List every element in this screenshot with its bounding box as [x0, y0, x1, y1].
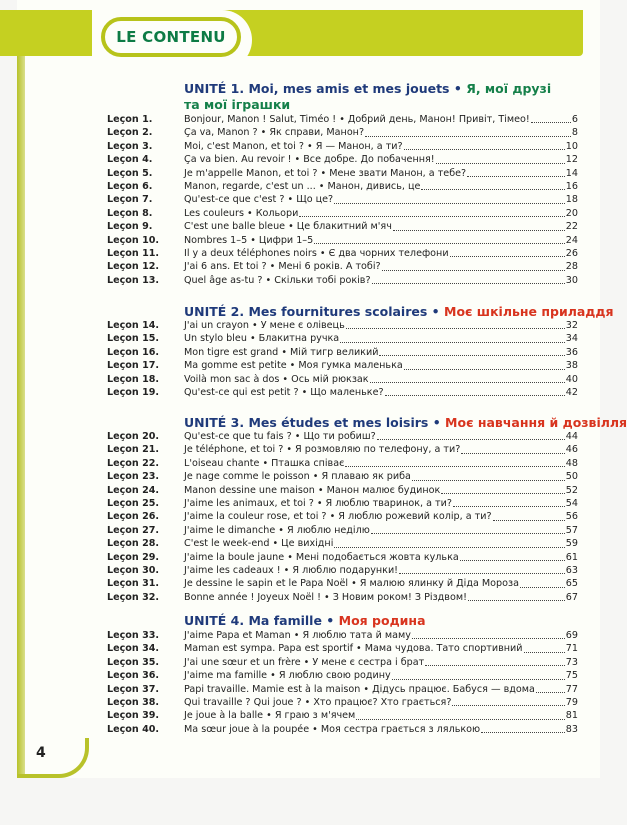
lesson-row [0, 642, 583, 655]
lesson-title: Maman est sympa. Papa est sportif • Мама чудова. Тато спортивний [184, 643, 523, 655]
lesson-label: Leçon 26. [107, 511, 160, 523]
lesson-row [0, 430, 583, 443]
lesson-label: Leçon 35. [107, 656, 160, 668]
lesson-title: J'aime la couleur rose, et toi ? • Я люблю рожевий колір, а ти? [184, 511, 492, 523]
lesson-title: Quel âge as-tu ? • Скільки тобі років? [184, 274, 371, 286]
lesson-label: Leçon 32. [107, 591, 160, 603]
lesson-entry [184, 430, 578, 443]
lesson-label: Leçon 3. [107, 140, 153, 152]
lesson-page-number: 52 [565, 484, 578, 496]
lesson-row [0, 126, 583, 139]
lesson-page-number: 30 [565, 274, 578, 286]
unit-title-fr: UNITÉ 3. Mes études et mes loisirs [184, 415, 429, 430]
lesson-page-number: 54 [565, 497, 578, 509]
lesson-entry [184, 577, 578, 590]
lesson-row [0, 497, 583, 510]
lesson-label: Leçon 1. [107, 114, 153, 125]
lesson-label: Leçon 2. [107, 127, 153, 139]
dot-leader [468, 591, 565, 601]
dot-leader [450, 247, 565, 257]
lesson-entry [184, 656, 578, 669]
dot-leader [377, 430, 565, 440]
dot-leader [412, 471, 565, 481]
lesson-page-number: 69 [565, 630, 578, 641]
dot-leader [334, 194, 565, 204]
lesson-entry [184, 696, 578, 709]
dot-leader [421, 180, 564, 190]
unit-heading-3: UNITÉ 3. Mes études et mes loisirs • Моє навчання й дозвілля [184, 415, 627, 430]
lesson-row [0, 153, 583, 166]
lesson-title: Bonjour, Manon ! Salut, Timéo ! • Добрий день, Манон! Привіт, Тімео! [184, 114, 530, 125]
dot-leader [345, 457, 564, 467]
lesson-page-number: 10 [565, 140, 578, 152]
unit-heading-2: UNITÉ 2. Mes fournitures scolaires • Моє шкільне приладдя [184, 304, 614, 319]
dot-leader [452, 696, 564, 706]
lesson-title: J'aime les cadeaux ! • Я люблю подарунки! [184, 564, 399, 576]
lesson-label: Leçon 37. [107, 683, 160, 695]
lesson-entry [184, 642, 578, 655]
lesson-label: Leçon 23. [107, 471, 160, 483]
lesson-row [0, 510, 583, 523]
lesson-page-number: 71 [565, 643, 578, 655]
lesson-row [0, 180, 583, 193]
lesson-entry [184, 113, 578, 126]
dot-leader [299, 207, 564, 217]
lesson-page-number: 57 [565, 524, 578, 536]
lesson-row [0, 113, 583, 126]
lesson-title: Je nage comme le poisson • Я плаваю як риба [184, 471, 411, 483]
lesson-title: J'aime les animaux, et toi ? • Я люблю тваринок, а ти? [184, 497, 452, 509]
lesson-entry [184, 207, 578, 220]
lesson-label: Leçon 29. [107, 551, 160, 563]
lesson-row [0, 167, 583, 180]
lesson-title: Mon tigre est grand • Мій тигр великий [184, 346, 379, 358]
lesson-title: Qu'est-ce que tu fais ? • Що ти робиш? [184, 431, 376, 442]
lesson-title: Qu'est-ce que c'est ? • Що це? [184, 194, 334, 206]
lesson-list-unit-1 [0, 113, 583, 287]
lesson-page-number: 22 [565, 221, 578, 233]
lesson-page-number: 81 [565, 710, 578, 722]
lesson-row [0, 234, 583, 247]
lesson-entry [184, 220, 578, 233]
lesson-list-unit-3 [0, 430, 583, 604]
lesson-row [0, 319, 583, 332]
lesson-page-number: 18 [565, 194, 578, 206]
lesson-page-number: 44 [565, 431, 578, 442]
dot-leader [385, 386, 565, 396]
dot-leader [399, 564, 565, 574]
lesson-label: Leçon 21. [107, 444, 160, 456]
lesson-row [0, 457, 583, 470]
dot-leader [314, 234, 565, 244]
unit-title-fr: UNITÉ 2. Mes fournitures scolaires [184, 304, 428, 319]
lesson-label: Leçon 28. [107, 538, 160, 550]
dot-leader [365, 127, 571, 137]
lesson-page-number: 6 [571, 114, 578, 125]
lesson-label: Leçon 34. [107, 643, 160, 655]
lesson-row [0, 484, 583, 497]
lesson-entry [184, 457, 578, 470]
lesson-page-number: 65 [565, 578, 578, 590]
unit-title-fr: UNITÉ 4. Ma famille [184, 613, 322, 628]
lesson-page-number: 28 [565, 261, 578, 273]
lesson-row [0, 220, 583, 233]
lesson-row [0, 443, 583, 456]
lesson-label: Leçon 22. [107, 457, 160, 469]
lesson-list-unit-2 [0, 319, 583, 399]
lesson-title: Ça va, Manon ? • Як справи, Манон? [184, 127, 365, 139]
lesson-entry [184, 319, 578, 332]
lesson-title: L'oiseau chante • Пташка співає [184, 457, 345, 469]
lesson-entry [184, 167, 578, 180]
lesson-label: Leçon 12. [107, 261, 160, 273]
lesson-label: Leçon 7. [107, 194, 153, 206]
lesson-label: Leçon 14. [107, 320, 160, 331]
lesson-title: C'est une balle bleue • Це блакитний м'яч [184, 221, 392, 233]
lesson-title: Il y a deux téléphones noirs • Є два чорних телефони [184, 247, 449, 259]
lesson-page-number: 34 [565, 333, 578, 345]
lesson-title: Voilà mon sac à dos • Ось мій рюкзак [184, 373, 369, 385]
lesson-row [0, 386, 583, 399]
lesson-entry [184, 234, 578, 247]
lesson-label: Leçon 38. [107, 696, 160, 708]
lesson-entry [184, 386, 578, 399]
lesson-entry [184, 346, 578, 359]
lesson-page-number: 77 [565, 683, 578, 695]
unit-title-fr: UNITÉ 1. Moi, mes amis et mes jouets [184, 81, 450, 96]
lesson-title: Bonne année ! Joyeux Noël ! • З Новим роком! З Різдвом! [184, 591, 467, 603]
dot-leader [524, 643, 565, 653]
lesson-row [0, 332, 583, 345]
lesson-page-number: 79 [565, 696, 578, 708]
lesson-page-number: 42 [565, 386, 578, 398]
unit-title-ua: Моя родина [338, 613, 426, 628]
lesson-row [0, 564, 583, 577]
lesson-list-unit-4 [0, 629, 583, 736]
lesson-entry [184, 709, 578, 722]
lesson-title: Ma sœur joue à la poupée • Моя сестра грається з лялькою [184, 723, 481, 735]
lesson-row [0, 260, 583, 273]
lesson-page-number: 50 [565, 471, 578, 483]
lesson-title: Manon, regarde, c'est un ... • Манон, дивись, це [184, 180, 421, 192]
lesson-row [0, 524, 583, 537]
lesson-row [0, 656, 583, 669]
lesson-entry [184, 683, 578, 696]
lesson-title: Les couleurs • Кольори [184, 207, 299, 219]
lesson-entry [184, 332, 578, 345]
lesson-row [0, 247, 583, 260]
title-pill [101, 17, 241, 57]
lesson-row [0, 537, 583, 550]
lesson-page-number: 67 [565, 591, 578, 603]
lesson-title: Je téléphone, et toi ? • Я розмовляю по телефону, а ти? [184, 444, 461, 456]
lesson-row [0, 629, 583, 642]
lesson-title: C'est le week-end • Це вихідні [184, 538, 334, 550]
dot-leader [536, 683, 565, 693]
dot-leader [412, 629, 565, 639]
lesson-title: J'ai une sœur et un frère • У мене є сестра і брат [184, 656, 425, 668]
unit-title-ua: Моє навчання й дозвілля [445, 415, 627, 430]
lesson-entry [184, 470, 578, 483]
dot-leader [370, 373, 565, 383]
lesson-row [0, 359, 583, 372]
lesson-row [0, 696, 583, 709]
lesson-row [0, 577, 583, 590]
dot-leader [404, 360, 565, 370]
lesson-page-number: 48 [565, 457, 578, 469]
unit-heading-4: UNITÉ 4. Ma famille • Моя родина [184, 613, 426, 628]
lesson-page-number: 63 [565, 564, 578, 576]
dot-leader [379, 346, 564, 356]
page-title: LE CONTENU [116, 28, 226, 46]
lesson-page-number: 75 [565, 670, 578, 682]
lesson-title: Manon dessine une maison • Манон малює будинок [184, 484, 441, 496]
lesson-label: Leçon 27. [107, 524, 160, 536]
lesson-label: Leçon 16. [107, 346, 160, 358]
lesson-entry [184, 524, 578, 537]
lesson-label: Leçon 5. [107, 167, 153, 179]
dot-leader [334, 538, 564, 548]
lesson-label: Leçon 6. [107, 180, 153, 192]
lesson-row [0, 551, 583, 564]
lesson-title: J'aime ma famille • Я люблю свою родину [184, 670, 391, 682]
lesson-label: Leçon 8. [107, 207, 153, 219]
dot-leader [392, 670, 565, 680]
lesson-entry [184, 629, 578, 642]
lesson-entry [184, 510, 578, 523]
lesson-page-number: 61 [565, 551, 578, 563]
dot-leader [382, 261, 565, 271]
lesson-row [0, 140, 583, 153]
lesson-entry [184, 497, 578, 510]
lesson-label: Leçon 40. [107, 723, 160, 735]
lesson-page-number: 40 [565, 373, 578, 385]
lesson-entry [184, 193, 578, 206]
lesson-entry [184, 180, 578, 193]
lesson-page-number: 20 [565, 207, 578, 219]
lesson-title: J'aime Papa et Maman • Я люблю тата й маму [184, 630, 411, 641]
lesson-entry [184, 247, 578, 260]
lesson-title: J'ai un crayon • У мене є олівець [184, 320, 345, 331]
lesson-label: Leçon 36. [107, 670, 160, 682]
lesson-label: Leçon 20. [107, 431, 160, 442]
lesson-title: J'ai 6 ans. Et toi ? • Мені 6 років. А тобі? [184, 261, 381, 273]
lesson-page-number: 46 [565, 444, 578, 456]
lesson-label: Leçon 18. [107, 373, 160, 385]
lesson-row [0, 346, 583, 359]
lesson-label: Leçon 13. [107, 274, 160, 286]
lesson-page-number: 16 [565, 180, 578, 192]
lesson-page-number: 59 [565, 538, 578, 550]
lesson-row [0, 683, 583, 696]
lesson-label: Leçon 15. [107, 333, 160, 345]
lesson-title: Je dessine le sapin et le Papa Noël • Я малюю ялинку й Діда Мороза [184, 578, 519, 590]
lesson-page-number: 14 [565, 167, 578, 179]
lesson-row [0, 193, 583, 206]
lesson-row [0, 709, 583, 722]
dot-leader [461, 444, 564, 454]
lesson-entry [184, 140, 578, 153]
dot-leader [436, 154, 565, 164]
lesson-entry [184, 359, 578, 372]
lesson-row [0, 669, 583, 682]
lesson-entry [184, 591, 578, 604]
lesson-entry [184, 153, 578, 166]
lesson-label: Leçon 31. [107, 578, 160, 590]
lesson-entry [184, 443, 578, 456]
lesson-row [0, 207, 583, 220]
lesson-page-number: 26 [565, 247, 578, 259]
lesson-label: Leçon 24. [107, 484, 160, 496]
lesson-label: Leçon 39. [107, 710, 160, 722]
lesson-page-number: 56 [565, 511, 578, 523]
lesson-label: Leçon 19. [107, 386, 160, 398]
lesson-entry [184, 274, 578, 287]
lesson-title: Qui travaille ? Qui joue ? • Хто працює? Хто грається? [184, 696, 452, 708]
lesson-label: Leçon 10. [107, 234, 160, 246]
dot-leader [481, 723, 565, 733]
dot-leader [356, 710, 564, 720]
lesson-label: Leçon 30. [107, 564, 160, 576]
lesson-title: Qu'est-ce qui est petit ? • Що маленьке? [184, 386, 384, 398]
lesson-label: Leçon 33. [107, 630, 160, 641]
lesson-row [0, 470, 583, 483]
lesson-label: Leçon 4. [107, 154, 153, 166]
lesson-title: Papi travaille. Mamie est à la maison • Дідусь працює. Бабуся — вдома [184, 683, 535, 695]
lesson-row [0, 723, 583, 736]
lesson-row [0, 373, 583, 386]
lesson-page-number: 36 [565, 346, 578, 358]
dot-leader [453, 497, 565, 507]
dot-leader [393, 221, 565, 231]
lesson-title: J'aime la boule jaune • Мені подобається жовта кулька [184, 551, 459, 563]
dot-leader [425, 656, 565, 666]
lesson-title: Nombres 1–5 • Цифри 1–5 [184, 234, 314, 246]
lesson-label: Leçon 17. [107, 360, 160, 372]
dot-leader [467, 167, 565, 177]
dot-leader [493, 511, 565, 521]
header-bar [0, 10, 583, 56]
lesson-entry [184, 484, 578, 497]
lesson-page-number: 83 [565, 723, 578, 735]
lesson-entry [184, 723, 578, 736]
dot-leader [346, 319, 565, 329]
lesson-page-number: 24 [565, 234, 578, 246]
lesson-page-number: 73 [565, 656, 578, 668]
unit-title-ua-line2: та мої іграшки [184, 97, 291, 112]
dot-leader [372, 274, 565, 284]
lesson-title: J'aime le dimanche • Я люблю неділю [184, 524, 370, 536]
lesson-page-number: 8 [571, 127, 578, 139]
lesson-title: Ça va bien. Au revoir ! • Все добре. До побачення! [184, 154, 435, 166]
lesson-title: Un stylo bleu • Блакитна ручка [184, 333, 340, 345]
lesson-title: Je joue à la balle • Я граю з м'ячем [184, 710, 356, 722]
unit-title-ua: Я, мої друзі [466, 81, 552, 96]
dot-leader [404, 140, 565, 150]
lesson-page-number: 12 [565, 154, 578, 166]
lesson-page-number: 38 [565, 360, 578, 372]
lesson-page-number: 32 [565, 320, 578, 331]
lesson-entry [184, 564, 578, 577]
lesson-entry [184, 373, 578, 386]
unit-title-ua: Моє шкільне приладдя [444, 304, 614, 319]
lesson-entry [184, 537, 578, 550]
lesson-title: Je m'appelle Manon, et toi ? • Мене звати Манон, а тебе? [184, 167, 467, 179]
dot-leader [520, 578, 565, 588]
dot-leader [340, 333, 565, 343]
lesson-row [0, 274, 583, 287]
page-number: 4 [36, 745, 46, 761]
lesson-entry [184, 126, 578, 139]
dot-leader [371, 524, 565, 534]
dot-leader [531, 113, 571, 123]
lesson-entry [184, 551, 578, 564]
dot-leader [441, 484, 564, 494]
dot-leader [460, 551, 565, 561]
lesson-title: Moi, c'est Manon, et toi ? • Я — Манон, а ти? [184, 140, 403, 152]
lesson-title: Ma gomme est petite • Моя гумка маленька [184, 360, 403, 372]
lesson-label: Leçon 11. [107, 247, 160, 259]
lesson-entry [184, 669, 578, 682]
lesson-label: Leçon 25. [107, 497, 160, 509]
unit-heading-1: UNITÉ 1. Moi, mes amis et mes jouets • Я, мої друзі та мої іграшки [184, 81, 584, 113]
lesson-entry [184, 260, 578, 273]
lesson-row [0, 591, 583, 604]
lesson-label: Leçon 9. [107, 221, 153, 233]
